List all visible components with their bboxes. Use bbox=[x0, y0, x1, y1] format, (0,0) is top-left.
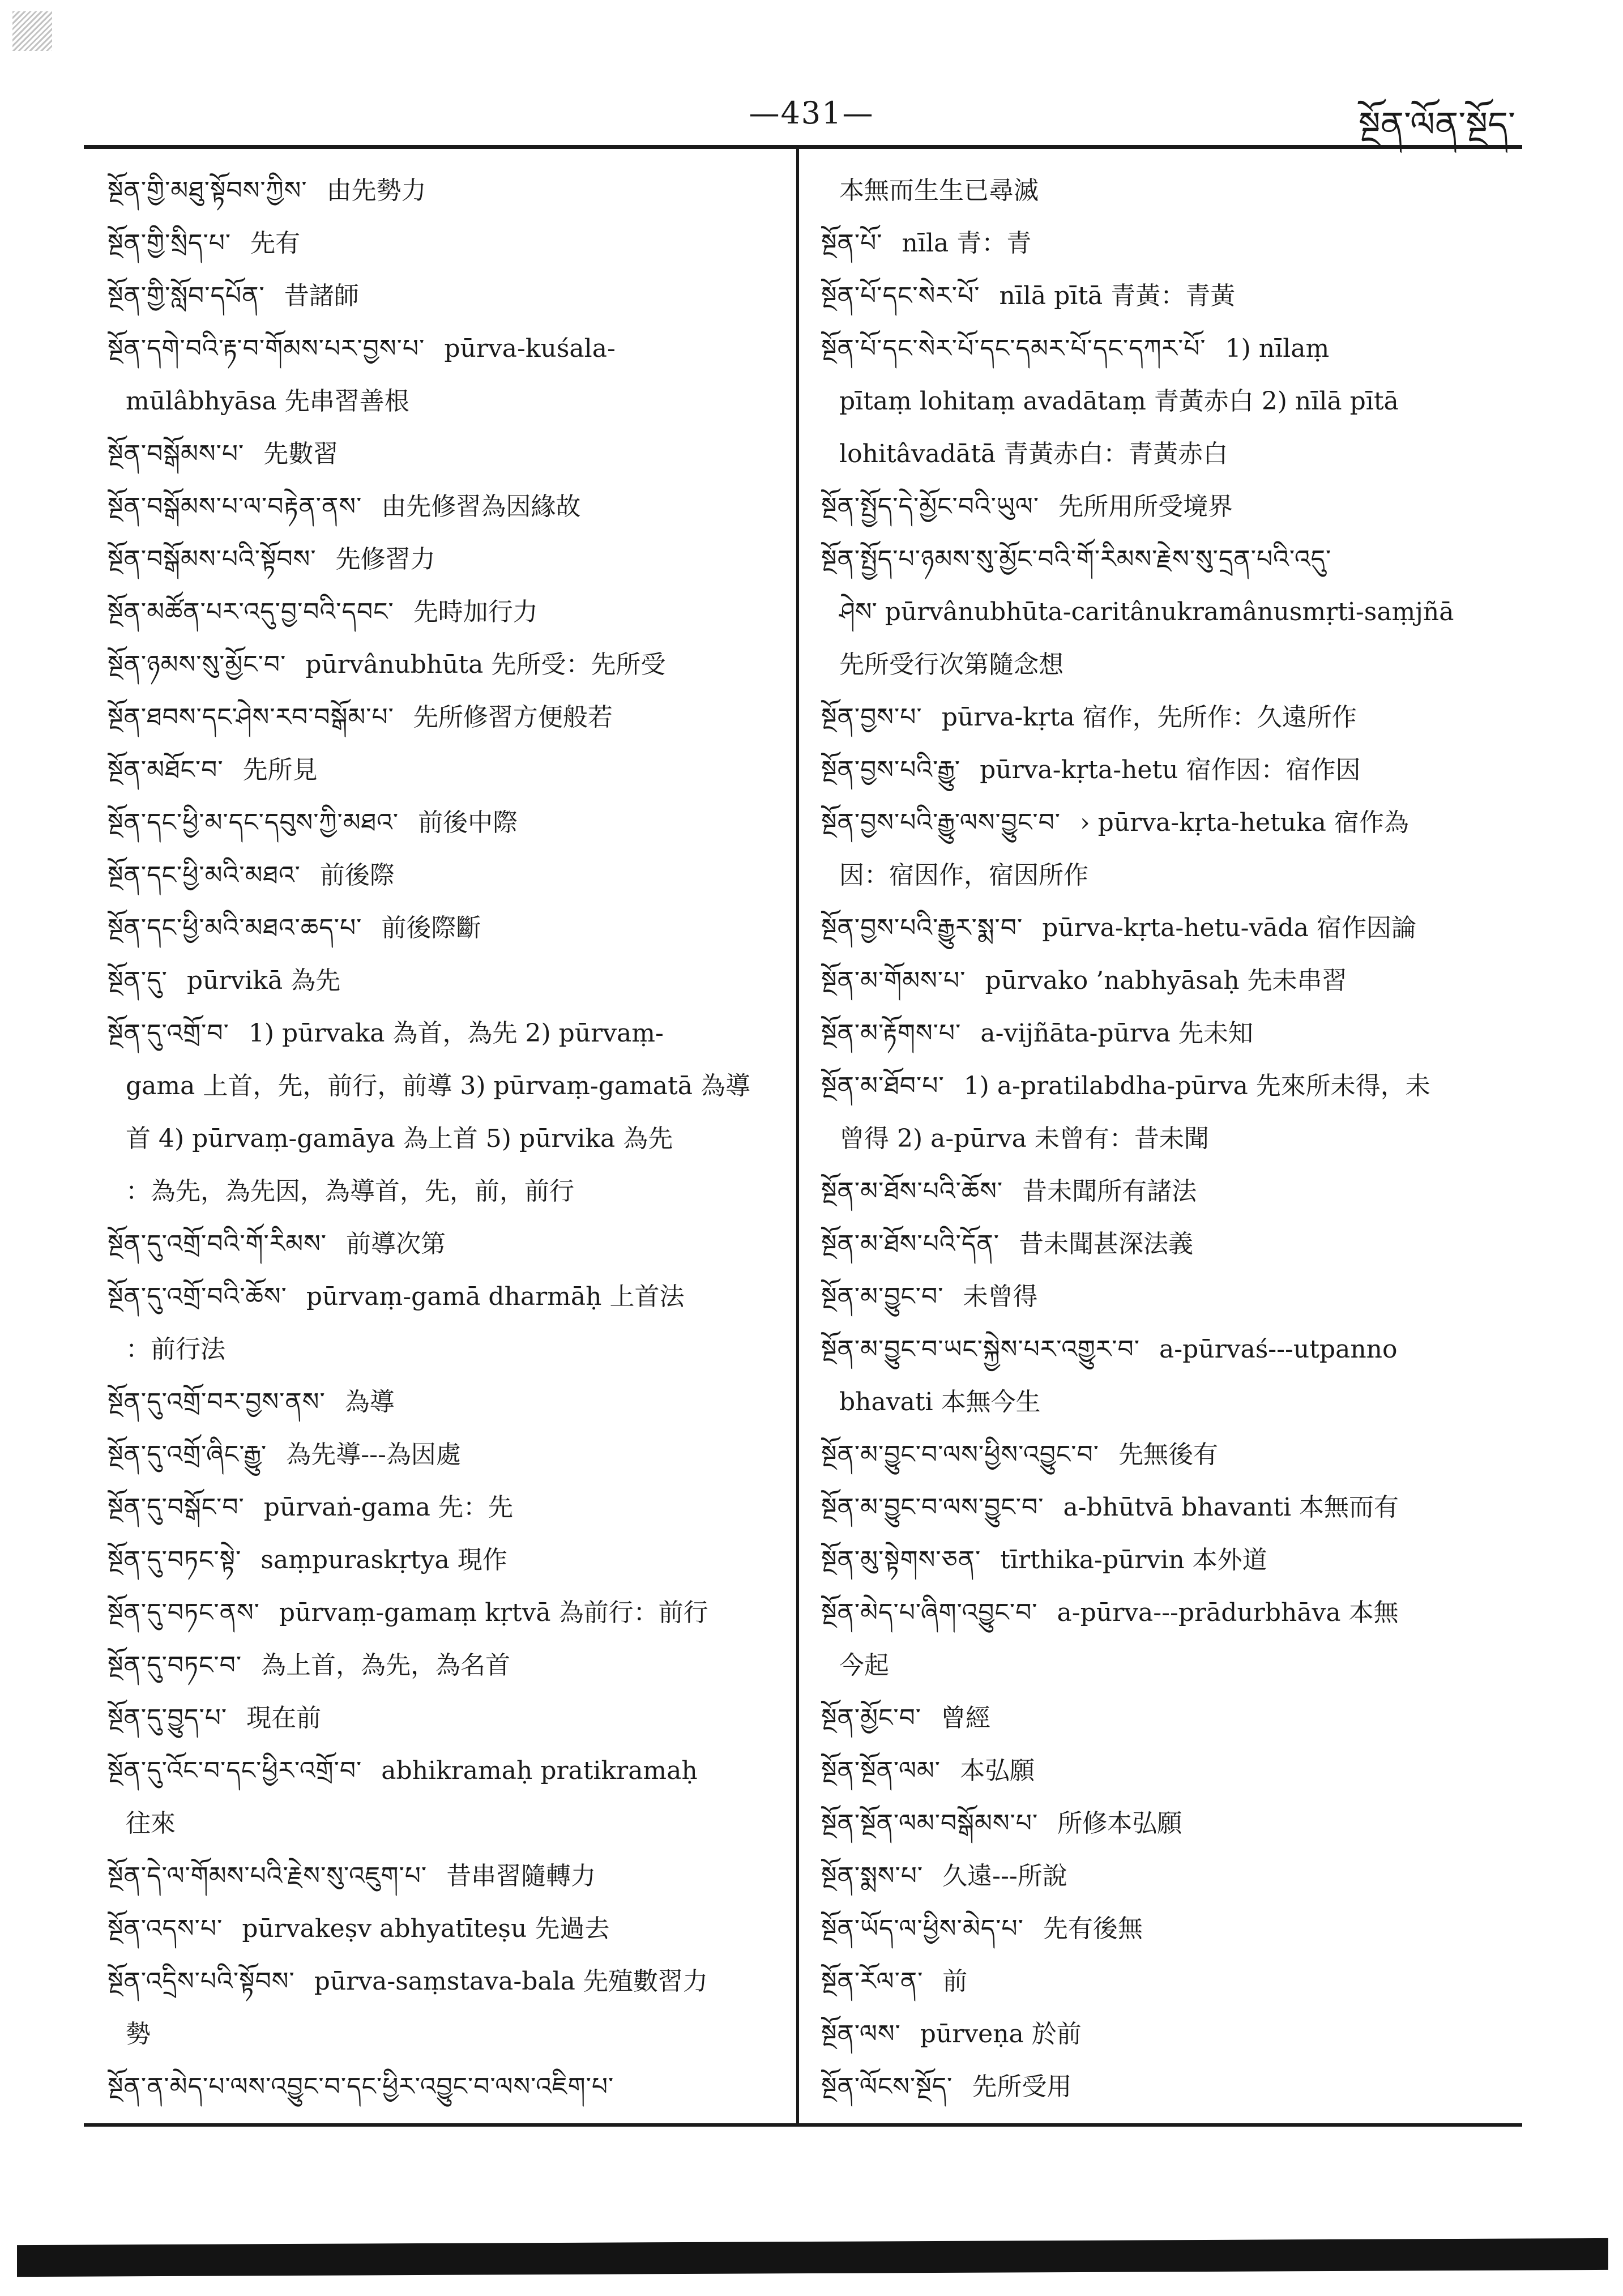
entry-definition: 先無後有 bbox=[1118, 1440, 1218, 1469]
running-head: སྔོན་ལོན་སྔོད་ bbox=[1358, 104, 1515, 145]
tibetan-term: སྔོན་དུ་འགྲོ་བར་བྱས་ནས་ bbox=[108, 1388, 326, 1416]
tibetan-term: སྔོན་བྱས་པའི་རྒྱུར་སྨ་བ་ bbox=[821, 914, 1023, 942]
tibetan-term: སྔོན་འདས་པ་ bbox=[108, 1914, 223, 1943]
dictionary-entry bbox=[821, 1060, 1501, 1112]
tibetan-term: སྔོན་སྔོན་ལམ་བསྒོམས་པ་ bbox=[821, 1809, 1039, 1838]
tibetan-term: སྔོན་མ་ཐོས་པའི་དོན་ bbox=[821, 1230, 1000, 1258]
tibetan-term: སྔོན་བསྒོམས་པ་ལ་བརྟེན་ནས་ bbox=[108, 492, 362, 521]
dictionary-entry bbox=[108, 1902, 776, 1955]
entry-definition: 前 bbox=[942, 1967, 968, 1996]
entry-definition: 未曾得 bbox=[963, 1282, 1038, 1311]
dictionary-entry bbox=[108, 1007, 776, 1060]
tibetan-term: སྔོན་རོལ་ན་ bbox=[821, 1967, 924, 1996]
dictionary-entry bbox=[108, 1639, 776, 1692]
dictionary-entry bbox=[821, 1902, 1501, 1955]
tibetan-term: སྔོན་སྨས་པ་ bbox=[821, 1862, 924, 1890]
tibetan-term: སྔོན་གྱི་སྲིད་པ་ bbox=[108, 229, 232, 258]
entry-definition: 先有後無 bbox=[1043, 1914, 1143, 1943]
dictionary-entry bbox=[821, 2060, 1501, 2113]
dictionary-entry bbox=[108, 164, 776, 217]
entry-definition: pūrva-kuśala- bbox=[444, 334, 616, 363]
entry-definition: 曾經 bbox=[941, 1704, 991, 1732]
dictionary-entry bbox=[821, 2008, 1501, 2060]
tibetan-term: སྔོན་ཐབས་དང་ཤེས་རབ་བསྒོམ་པ་ bbox=[108, 703, 394, 732]
dictionary-entry bbox=[821, 691, 1501, 744]
tibetan-term: སྔོན་མ་གོམས་པ་ bbox=[821, 966, 966, 995]
tibetan-term: སྔོན་བྱས་པའི་རྒྱུ་ལས་བྱུང་བ་ bbox=[821, 808, 1061, 837]
entry-continuation: 本無而生生已尋滅 bbox=[839, 176, 1039, 205]
tibetan-term: སྔོན་དུ་འགྲོ་བའི་ཆོས་ bbox=[108, 1282, 287, 1311]
entry-definition: 為導 bbox=[344, 1388, 395, 1416]
tibetan-term: སྔོན་སྤྱོད་པ་ཉམས་སུ་མྱོང་བའི་གོ་རིམས་རྗེས་སུ་དྲན་པའི་འདུ་ bbox=[821, 545, 1332, 574]
dictionary-entry bbox=[108, 428, 776, 480]
tibetan-term: སྔོན་དང་ཕྱི་མའི་མཐའ་ཆད་པ་ bbox=[108, 914, 362, 942]
tibetan-term: སྔོན་མ་བྱུང་བ་ཡང་སྐྱེས་པར་འགྱུར་བ་ bbox=[821, 1335, 1140, 1364]
tibetan-term: སྔོན་པོ་ bbox=[821, 229, 883, 258]
dictionary-entry bbox=[821, 744, 1501, 796]
entry-definition: tīrthika-pūrvin 本外道 bbox=[1000, 1546, 1267, 1574]
dictionary-entry bbox=[108, 1428, 776, 1481]
tibetan-term: སྔོན་མེད་པ་ཞིག་འབྱུང་བ་ bbox=[821, 1598, 1038, 1627]
dictionary-entry bbox=[108, 849, 776, 902]
dictionary-entry bbox=[108, 1218, 776, 1270]
dictionary-entry bbox=[821, 322, 1501, 375]
tibetan-term: སྔོན་དུ་བསྒོང་བ་ bbox=[108, 1493, 245, 1522]
entry-continuation: 曾得 2) a-pūrva 未曾有：昔未聞 bbox=[839, 1124, 1209, 1153]
dictionary-entry bbox=[108, 2060, 776, 2113]
entry-definition: 昔諸師 bbox=[284, 281, 359, 310]
dictionary-entry bbox=[821, 1428, 1501, 1481]
dictionary-entry bbox=[108, 1376, 776, 1428]
entry-definition: 前後際斷 bbox=[381, 914, 481, 942]
tibetan-term: སྔོན་ལོངས་སྔོད་ bbox=[821, 2072, 953, 2101]
entry-definition: 先所受用 bbox=[972, 2072, 1072, 2101]
dictionary-entry bbox=[821, 1534, 1501, 1586]
entry-definition: pūrvakeṣv abhyatīteṣu 先過去 bbox=[242, 1914, 610, 1943]
dictionary-entry bbox=[108, 1744, 776, 1797]
dictionary-entry bbox=[108, 270, 776, 322]
dictionary-entry bbox=[108, 217, 776, 270]
entry-definition: › pūrva-kṛta-hetuka 宿作為 bbox=[1080, 808, 1409, 837]
tibetan-term: སྔོན་མྱོང་བ་ bbox=[821, 1704, 922, 1732]
entry-continuation: 今起 bbox=[839, 1651, 889, 1680]
tibetan-term: སྔོན་མ་བྱུང་བ་ bbox=[821, 1282, 944, 1311]
entry-definition: pūrvânubhūta 先所受：先所受 bbox=[305, 650, 666, 679]
right-column bbox=[821, 164, 1501, 2118]
dictionary-entry bbox=[108, 638, 776, 691]
tibetan-term: སྔོན་དུ་བྱུད་པ་ bbox=[108, 1704, 228, 1732]
dictionary-entry bbox=[821, 480, 1501, 533]
entry-definition: 昔未聞所有諸法 bbox=[1022, 1177, 1197, 1206]
page-number: —431— bbox=[749, 95, 874, 131]
dictionary-entry bbox=[821, 270, 1501, 322]
dictionary-entry bbox=[821, 1481, 1501, 1534]
tibetan-term: སྔོན་དུ་འོང་བ་དང་ཕྱིར་འགྲོ་བ་ bbox=[108, 1756, 362, 1785]
entry-definition: pūrva-saṃstava-bala 先殖數習力 bbox=[314, 1967, 708, 1996]
tibetan-term: སྔོན་པོ་དང་སེར་པོ་དང་དམར་པོ་དང་དཀར་པོ་ bbox=[821, 334, 1206, 363]
entry-continuation: lohitâvadātā 青黃赤白：青黃赤白 bbox=[839, 439, 1228, 468]
dictionary-entry bbox=[108, 954, 776, 1007]
dictionary-entry bbox=[821, 217, 1501, 270]
dictionary-entry bbox=[108, 533, 776, 586]
tibetan-term: སྔོན་བསྒོམས་པའི་སྟོབས་ bbox=[108, 545, 317, 574]
tibetan-term: སྔོན་དེ་ལ་གོམས་པའི་རྗེས་སུ་འཇུག་པ་ bbox=[108, 1862, 428, 1890]
tibetan-term: སྔོན་མ་ཐོས་པའི་ཆོས་ bbox=[821, 1177, 1003, 1206]
entry-definition: nīla 青：青 bbox=[902, 229, 1032, 258]
entry-definition: saṃpuraskṛtya 現作 bbox=[260, 1546, 507, 1574]
tibetan-term: སྔོན་མ་རྟོགས་པ་ bbox=[821, 1019, 962, 1048]
dictionary-entry bbox=[821, 1797, 1501, 1850]
entry-definition: 昔未聞甚深法義 bbox=[1018, 1230, 1193, 1258]
entry-definition: 先時加行力 bbox=[413, 598, 538, 626]
entry-definition: pūrvikā 為先 bbox=[186, 966, 341, 995]
tibetan-term: སྔོན་གྱི་མཐུ་སྟོབས་ཀྱིས་ bbox=[108, 176, 307, 205]
entry-continuation: ：為先，為先因，為導首，先，前，前行 bbox=[126, 1177, 574, 1206]
entry-definition: pūrvaṅ-gama 先：先 bbox=[263, 1493, 513, 1522]
tibetan-term: སྔོན་སྔོན་ལམ་ bbox=[821, 1756, 941, 1785]
dictionary-entry bbox=[108, 1481, 776, 1534]
entry-continuation: ཤེས་ pūrvânubhūta-caritânukramânusmṛti-saṃjñā bbox=[839, 598, 1454, 626]
entry-definition: 為上首，為先，為名首 bbox=[261, 1651, 511, 1680]
entry-definition: a-vijñāta-pūrva 先未知 bbox=[980, 1019, 1254, 1048]
entry-definition: pūrva-kṛta 宿作，先所作：久遠所作 bbox=[941, 703, 1357, 732]
entry-definition: 久遠---所說 bbox=[942, 1862, 1067, 1890]
top-rule bbox=[84, 145, 1522, 149]
dictionary-entry bbox=[821, 1692, 1501, 1744]
entry-continuation: pītaṃ lohitaṃ avadātaṃ 青黃赤白 2) nīlā pītā bbox=[839, 387, 1399, 416]
tibetan-term: སྔོན་དང་ཕྱི་མའི་མཐའ་ bbox=[108, 861, 301, 890]
entry-definition: 先所用所受境界 bbox=[1058, 492, 1233, 521]
dictionary-entry bbox=[108, 1270, 776, 1323]
entry-definition: 先所見 bbox=[242, 756, 318, 784]
tibetan-term: སྔོན་ཡོད་ལ་ཕྱིས་མེད་པ་ bbox=[821, 1914, 1024, 1943]
dictionary-entry bbox=[108, 691, 776, 744]
tibetan-term: སྔོན་དགེ་བའི་རྟ་བ་གོམས་པར་བྱས་པ་ bbox=[108, 334, 425, 363]
dictionary-entry bbox=[821, 1955, 1501, 2008]
dictionary-entry bbox=[821, 902, 1501, 954]
entry-definition: 1) nīlaṃ bbox=[1225, 334, 1330, 363]
entry-definition: 為先導---為因處 bbox=[286, 1440, 461, 1469]
dictionary-entry bbox=[108, 1534, 776, 1586]
tibetan-term: སྔོན་མཚོན་པར་འདུ་བྱ་བའི་དབང་ bbox=[108, 598, 394, 626]
entry-definition: 現在前 bbox=[246, 1704, 322, 1732]
scan-edge-bar bbox=[17, 2238, 1608, 2277]
entry-continuation: 首 4) pūrvaṃ-gamāya 為上首 5) pūrvika 為先 bbox=[126, 1124, 673, 1153]
entry-definition: pūrvaṃ-gamaṃ kṛtvā 為前行：前行 bbox=[279, 1598, 708, 1627]
tibetan-term: སྔོན་མུ་སྟེགས་ཅན་ bbox=[821, 1546, 981, 1574]
entry-continuation: bhavati 本無今生 bbox=[839, 1388, 1041, 1416]
entry-definition: 由先勢力 bbox=[326, 176, 426, 205]
entry-definition: 昔串習隨轉力 bbox=[446, 1862, 596, 1890]
dictionary-entry bbox=[821, 1323, 1501, 1376]
tibetan-term: སྔོན་དུ་ bbox=[108, 966, 168, 995]
dictionary-entry bbox=[108, 796, 776, 849]
dictionary-entry bbox=[821, 1586, 1501, 1639]
left-column bbox=[108, 164, 776, 2118]
entry-definition: 先有 bbox=[250, 229, 301, 258]
dictionary-entry bbox=[108, 322, 776, 375]
entry-definition: 1) a-pratilabdha-pūrva 先來所未得，未 bbox=[963, 1072, 1430, 1100]
tibetan-term: སྔོན་བསྒོམས་པ་ bbox=[108, 439, 245, 468]
dictionary-entry bbox=[108, 1586, 776, 1639]
entry-continuation: ：前行法 bbox=[126, 1335, 225, 1364]
dictionary-entry bbox=[108, 480, 776, 533]
tibetan-term: སྔོན་དུ་བཏང་ནས་ bbox=[108, 1598, 260, 1627]
entry-continuation: 往來 bbox=[126, 1809, 176, 1838]
entry-continuation: 勢 bbox=[126, 2020, 151, 2049]
dictionary-entry bbox=[821, 1218, 1501, 1270]
entry-definition: a-bhūtvā bhavanti 本無而有 bbox=[1063, 1493, 1399, 1522]
dictionary-entry bbox=[108, 1955, 776, 2008]
column-divider bbox=[796, 148, 799, 2125]
dictionary-entry bbox=[821, 1270, 1501, 1323]
entry-definition: a-pūrva---prādurbhāva 本無 bbox=[1057, 1598, 1399, 1627]
entry-definition: 先數習 bbox=[263, 439, 339, 468]
dictionary-entry bbox=[821, 1165, 1501, 1218]
tibetan-term: སྔོན་བྱས་པ་ bbox=[821, 703, 922, 732]
tibetan-term: སྔོན་མ་བྱུང་བ་ལས་བྱུང་བ་ bbox=[821, 1493, 1044, 1522]
entry-definition: 先所修習方便般若 bbox=[413, 703, 613, 732]
entry-definition: 1) pūrvaka 為首，為先 2) pūrvaṃ- bbox=[248, 1019, 664, 1048]
tibetan-term: སྔོན་སྤྱོད་དེ་མྱོང་བའི་ཡུལ་ bbox=[821, 492, 1040, 521]
dictionary-entry bbox=[821, 1850, 1501, 1902]
entry-definition: pūrvako ’nabhyāsaḥ 先未串習 bbox=[985, 966, 1347, 995]
tibetan-term: སྔོན་དུ་འགྲོ་ཞིང་རྒྱུ་ bbox=[108, 1440, 267, 1469]
entry-continuation: gama 上首，先，前行，前導 3) pūrvaṃ-gamatā 為導 bbox=[126, 1072, 750, 1100]
dictionary-entry bbox=[108, 1692, 776, 1744]
dictionary-entry bbox=[108, 902, 776, 954]
tibetan-term: སྔོན་མཐོང་བ་ bbox=[108, 756, 224, 784]
dictionary-entry bbox=[821, 1007, 1501, 1060]
entry-definition: pūrveṇa 於前 bbox=[920, 2020, 1082, 2049]
entry-definition: abhikramaḥ pratikramaḥ bbox=[381, 1756, 698, 1785]
entry-definition: pūrva-kṛta-hetu-vāda 宿作因論 bbox=[1042, 914, 1416, 942]
tibetan-term: སྔོན་དུ་འགྲོ་བའི་གོ་རིམས་ bbox=[108, 1230, 327, 1258]
dictionary-entry bbox=[108, 744, 776, 796]
tibetan-term: སྔོན་དང་ཕྱི་མ་དང་དབུས་ཀྱི་མཐའ་ bbox=[108, 808, 399, 837]
bottom-rule bbox=[84, 2123, 1522, 2127]
entry-definition: a-pūrvaś---utpanno bbox=[1159, 1335, 1398, 1364]
tibetan-term: སྔོན་པོ་དང་སེར་པོ་ bbox=[821, 281, 980, 310]
entry-definition: 本弘願 bbox=[960, 1756, 1035, 1785]
tibetan-term: སྔོན་དུ་བཏང་སྟེ་ bbox=[108, 1546, 242, 1574]
scan-corner-mark bbox=[12, 11, 52, 51]
entry-continuation: 先所受行次第隨念想 bbox=[839, 650, 1064, 679]
entry-definition: 前後際 bbox=[319, 861, 395, 890]
tibetan-term: སྔོན་ན་མེད་པ་ལས་འབྱུང་བ་དང་ཕྱིར་འབྱུང་བ་ལས་འཇིག་པ་ bbox=[108, 2072, 614, 2101]
tibetan-term: སྔོན་ཉམས་སུ་མྱོང་བ་ bbox=[108, 650, 287, 679]
dictionary-entry bbox=[821, 954, 1501, 1007]
dictionary-entry bbox=[821, 796, 1501, 849]
dictionary-entry bbox=[821, 1744, 1501, 1797]
tibetan-term: སྔོན་དུ་འགྲོ་བ་ bbox=[108, 1019, 229, 1048]
entry-continuation: 因：宿因作，宿因所作 bbox=[839, 861, 1088, 890]
dictionary-entry bbox=[108, 586, 776, 638]
tibetan-term: སྔོན་ལས་ bbox=[821, 2020, 901, 2049]
tibetan-term: སྔོན་འདྲིས་པའི་སྟོབས་ bbox=[108, 1967, 295, 1996]
entry-definition: pūrvaṃ-gamā dharmāḥ 上首法 bbox=[306, 1282, 685, 1311]
dictionary-entry bbox=[108, 1850, 776, 1902]
dictionary-entry bbox=[821, 533, 1501, 586]
entry-continuation: mūlâbhyāsa 先串習善根 bbox=[126, 387, 409, 416]
entry-definition: 所修本弘願 bbox=[1057, 1809, 1182, 1838]
tibetan-term: སྔོན་གྱི་སློབ་དཔོན་ bbox=[108, 281, 265, 310]
entry-definition: pūrva-kṛta-hetu 宿作因：宿作因 bbox=[980, 756, 1361, 784]
entry-definition: 前導次第 bbox=[346, 1230, 446, 1258]
entry-definition: 先修習力 bbox=[335, 545, 435, 574]
tibetan-term: སྔོན་མ་བྱུང་བ་ལས་ཕྱིས་འབྱུང་བ་ bbox=[821, 1440, 1099, 1469]
tibetan-term: སྔོན་མ་ཐོབ་པ་ bbox=[821, 1072, 945, 1100]
tibetan-term: སྔོན་བྱས་པའི་རྒྱུ་ bbox=[821, 756, 961, 784]
entry-definition: 前後中際 bbox=[418, 808, 518, 837]
entry-definition: nīlā pītā 青黃：青黃 bbox=[999, 281, 1236, 310]
entry-definition: 由先修習為因緣故 bbox=[381, 492, 581, 521]
tibetan-term: སྔོན་དུ་བཏང་བ་ bbox=[108, 1651, 242, 1680]
